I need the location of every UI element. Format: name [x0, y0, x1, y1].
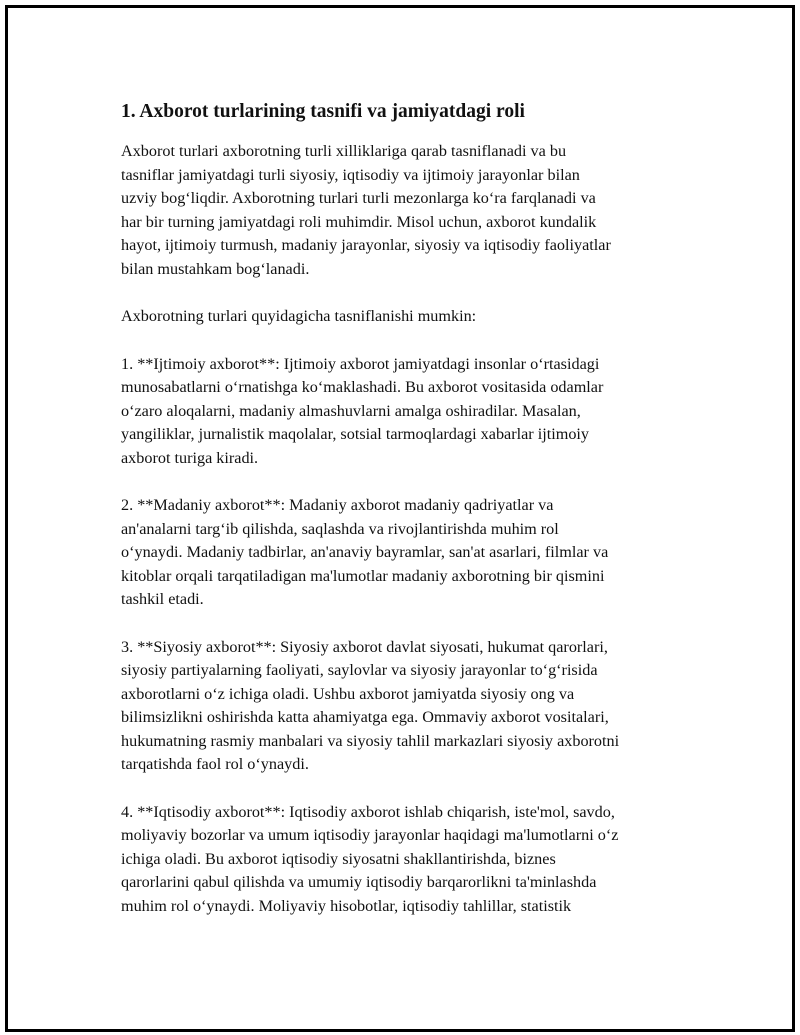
text-line: hayot, ijtimoiy turmush, madaniy jarayonlar, siyosiy va iqtisodiy faoliyatlar: [121, 236, 611, 254]
text-line: an'analarni targ‘ib qilishda, saqlashda va rivojlantirishda muhim rol: [121, 519, 559, 538]
text-line: 3. **Siyosiy axborot**: Siyosiy axborot davlat siyosati, hukumat qarorlari,: [121, 637, 608, 656]
text-line: hukumatning rasmiy manbalari va siyosiy tahlil markazlari siyosiy axborotni: [121, 731, 620, 750]
text-line: yangiliklar, jurnalistik maqolalar, sotsial tarmoqlardagi xabarlar ijtimoiy: [121, 425, 590, 443]
text-line: 1. **Ijtimoiy axborot**: Ijtimoiy axborot jamiyatdagi insonlar o‘rtasidagi: [121, 354, 600, 373]
text-line: 4. **Iqtisodiy axborot**: Iqtisodiy axborot ishlab chiqarish, iste'mol, savdo,: [121, 802, 615, 821]
document-page: [5, 5, 795, 1032]
text-line: har bir turning jamiyatdagi roli muhimdir. Misol uchun, axborot kundalik: [121, 212, 597, 231]
text-line: axborotlarni o‘z ichiga oladi. Ushbu axborot jamiyatda siyosiy ong va: [121, 684, 575, 703]
paragraph-social-info: [121, 353, 701, 471]
paragraph-intro: [121, 140, 701, 281]
text-line: ichiga oladi. Bu axborot iqtisodiy siyosatni shakllantirishda, biznes: [121, 849, 556, 868]
text-line: uzviy bog‘liqdir. Axborotning turlari turli mezonlarga ko‘ra farqlanadi va: [121, 189, 596, 207]
text-line: Axborotning turlari quyidagicha tasniflanishi mumkin:: [121, 307, 477, 325]
text-line: 2. **Madaniy axborot**: Madaniy axborot madaniy qadriyatlar va: [121, 496, 554, 514]
text-line: qarorlarini qabul qilishda va umumiy iqtisodiy barqarorlikni ta'minlashda: [121, 873, 597, 891]
text-line: Axborot turlari axborotning turli xilliklariga qarab tasniflanadi va bu: [121, 142, 567, 160]
text-line: munosabatlarni o‘rnatishga ko‘maklashadi. Bu axborot vositasida odamlar: [121, 378, 604, 396]
paragraph-economic-info: [121, 801, 701, 919]
text-line: kitoblar orqali tarqatiladigan ma'lumotlar madaniy axborotning bir qismini: [121, 566, 605, 585]
text-line: tashkil etadi.: [121, 590, 204, 608]
text-line: axborot turiga kiradi.: [121, 448, 259, 467]
text-line: o‘zaro aloqalarni, madaniy almashuvlarni amalga oshiradilar. Masalan,: [121, 401, 581, 420]
text-line: muhim rol o‘ynaydi. Moliyaviy hisobotlar, iqtisodiy tahlillar, statistik: [121, 896, 572, 915]
paragraph-cultural-info: [121, 494, 701, 612]
document-content: [121, 98, 701, 942]
section-heading: 1. Axborot turlarining tasnifi va jamiyatdagi roli: [121, 101, 525, 122]
text-line: siyosiy partiyalarning faoliyati, saylovlar va siyosiy jarayonlar to‘g‘risida: [121, 661, 598, 679]
text-line: tarqatishda faol rol o‘ynaydi.: [121, 755, 309, 773]
paragraph-political-info: [121, 636, 701, 777]
paragraph-classification-lead: [121, 305, 701, 329]
text-line: o‘ynaydi. Madaniy tadbirlar, an'anaviy bayramlar, san'at asarlari, filmlar va: [121, 543, 609, 561]
text-line: bilan mustahkam bog‘lanadi.: [121, 259, 310, 278]
text-line: moliyaviy bozorlar va umum iqtisodiy jarayonlar haqidagi ma'lumotlarni o‘z: [121, 826, 619, 844]
text-line: bilimsizlikni oshirishda katta ahamiyatga ega. Ommaviy axborot vositalari,: [121, 708, 609, 726]
text-line: tasniflar jamiyatdagi turli siyosiy, iqtisodiy va ijtimoiy jarayonlar bilan: [121, 165, 580, 184]
